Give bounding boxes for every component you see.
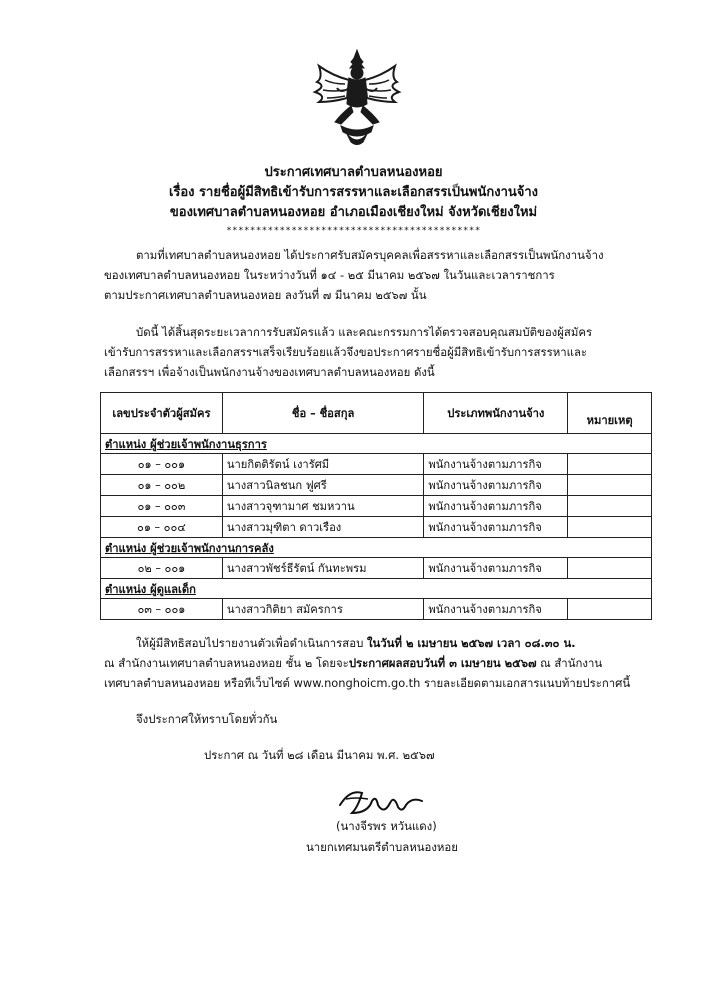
table-row [101, 599, 652, 620]
table-row [101, 454, 652, 475]
table-header-row [101, 393, 652, 434]
candidate-id: ๐๑ – ๐๐๔ [101, 517, 223, 538]
header-remark: หมายเหตุ [568, 393, 652, 434]
paragraph-3-line-3: เทศบาลตำบลหนองหอย หรือทีเว็บไซต์ www.nonghoicm.go.th รายละเอียดตามเอกสารแนบท้ายประกาศนี้ [104, 676, 631, 690]
exam-location-text: ณ สำนักงานเทศบาลตำบลหนองหอย ชั้น ๒ โดยจะ [104, 656, 349, 670]
employee-type: พนักงานจ้างตามภารกิจ [424, 475, 568, 496]
remark [568, 496, 652, 517]
section-title: ตำแหน่ง ผู้ช่วยเจ้าพนักงานการคลัง [101, 538, 652, 558]
candidate-name: นางสาวจุฑามาศ ชมหวาน [222, 496, 424, 517]
signer-name: (นางจีรพร หวันแดง) [336, 819, 437, 833]
header-employee-type: ประเภทพนักงานจ้าง [424, 393, 568, 434]
garuda-emblem-icon [311, 48, 403, 148]
separator-stars: ******************************************* [226, 226, 481, 236]
paragraph-1 [104, 245, 652, 305]
candidate-name: นางสาวมุฑิตา ดาวเรือง [222, 517, 424, 538]
announcement-subject: เรื่อง รายชื่อผู้มีสิทธิเข้ารับการสรรหาและเลือกสรรเป็นพนักงานจ้าง [168, 185, 539, 200]
candidate-name: นางสาวกิติยา สมัครการ [222, 599, 424, 620]
exam-date-text: ในวันที่ ๒ เมษายน ๒๕๖๗ เวลา ๐๘.๓๐ น. [366, 636, 576, 650]
table-row [101, 558, 652, 579]
paragraph-3 [104, 633, 652, 693]
candidate-id: ๐๓ – ๐๐๑ [101, 599, 223, 620]
candidate-id: ๐๑ – ๐๐๒ [101, 475, 223, 496]
exam-report-text: ให้ผู้มีสิทธิสอบไปรายงานตัวเพื่อดำเนินการสอบ [136, 636, 367, 650]
closing-text: จึงประกาศให้ทราบโดยทั่วกัน [136, 712, 278, 726]
remark [568, 475, 652, 496]
paragraph-3-line-2 [104, 653, 652, 673]
remark [568, 454, 652, 475]
section-row [101, 538, 652, 558]
result-location-text: ณ สำนักงาน [536, 656, 603, 670]
candidate-id: ๐๑ – ๐๐๓ [101, 496, 223, 517]
table-row [101, 475, 652, 496]
signer-position: นายกเทศมนตรีตำบลหนองหอย [306, 840, 458, 854]
header-full-name: ชื่อ – ชื่อสกุล [222, 393, 424, 434]
header-candidate-id: เลขประจำตัวผู้สมัคร [101, 393, 223, 434]
table-row [101, 496, 652, 517]
candidate-name: นายกิตติรัตน์ เงารัศมี [222, 454, 424, 475]
table-row [101, 517, 652, 538]
remark [568, 558, 652, 579]
announcement-date: ประกาศ ณ วันที่ ๒๘ เดือน มีนาคม พ.ศ. ๒๕๖๗ [204, 748, 435, 762]
paragraph-2 [104, 322, 652, 382]
paragraph-2-line-2: เข้ารับการสรรหาและเลือกสรรฯเสร็จเรียบร้อยแล้วจึงขอประกาศรายชื่อผู้มีสิทธิเข้ารับการสรรหาและ [104, 345, 588, 359]
paragraph-3-line-1 [104, 633, 652, 653]
remark [568, 517, 652, 538]
employee-type: พนักงานจ้างตามภารกิจ [424, 599, 568, 620]
section-title: ตำแหน่ง ผู้ช่วยเจ้าพนักงานธุรการ [101, 434, 652, 454]
paragraph-2-line-3: เลือกสรรฯ เพื่อจ้างเป็นพนักงานจ้างของเทศบาลตำบลหนองหอย ดังนี้ [104, 365, 435, 379]
paragraph-1-line-1: ตามที่เทศบาลตำบลหนองหอย ได้ประกาศรับสมัครบุคคลเพื่อสรรหาและเลือกสรรเป็นพนักงานจ้าง [136, 248, 604, 262]
candidate-id: ๐๒ – ๐๐๑ [101, 558, 223, 579]
announcement-subject-cont: ของเทศบาลตำบลหนองหอย อำเภอเมืองเชียงใหม่ จังหวัดเชียงใหม่ [169, 205, 538, 220]
employee-type: พนักงานจ้างตามภารกิจ [424, 558, 568, 579]
candidate-name: นางสาวนิลชนก ฟูศรี [222, 475, 424, 496]
announcement-title: ประกาศเทศบาลตำบลหนองหอย [264, 165, 443, 180]
paragraph-1-line-3: ตามประกาศเทศบาลตำบลหนองหอย ลงวันที่ ๗ มีนาคม ๒๕๖๗ นั้น [104, 288, 427, 302]
remark [568, 599, 652, 620]
employee-type: พนักงานจ้างตามภารกิจ [424, 454, 568, 475]
result-date-text: ประกาศผลสอบวันที่ ๓ เมษายน ๒๕๖๗ [348, 656, 537, 670]
candidate-id: ๐๑ – ๐๐๑ [101, 454, 223, 475]
paragraph-1-line-2: ของเทศบาลตำบลหนองหอย ในระหว่างวันที่ ๑๔ - ๒๕ มีนาคม ๒๕๖๗ ในวันและเวลาราชการ [104, 268, 555, 282]
employee-type: พนักงานจ้างตามภารกิจ [424, 496, 568, 517]
section-row [101, 579, 652, 599]
employee-type: พนักงานจ้างตามภารกิจ [424, 517, 568, 538]
section-row [101, 434, 652, 454]
section-title: ตำแหน่ง ผู้ดูแลเด็ก [101, 579, 652, 599]
paragraph-2-line-1: บัดนี้ ได้สิ้นสุดระยะเวลาการรับสมัครแล้ว และคณะกรรมการได้ตรวจสอบคุณสมบัติของผู้สมัคร [136, 325, 593, 339]
candidate-table [100, 392, 652, 620]
candidate-name: นางสาวพัชร์ธีรัตน์ กันทะพรม [222, 558, 424, 579]
